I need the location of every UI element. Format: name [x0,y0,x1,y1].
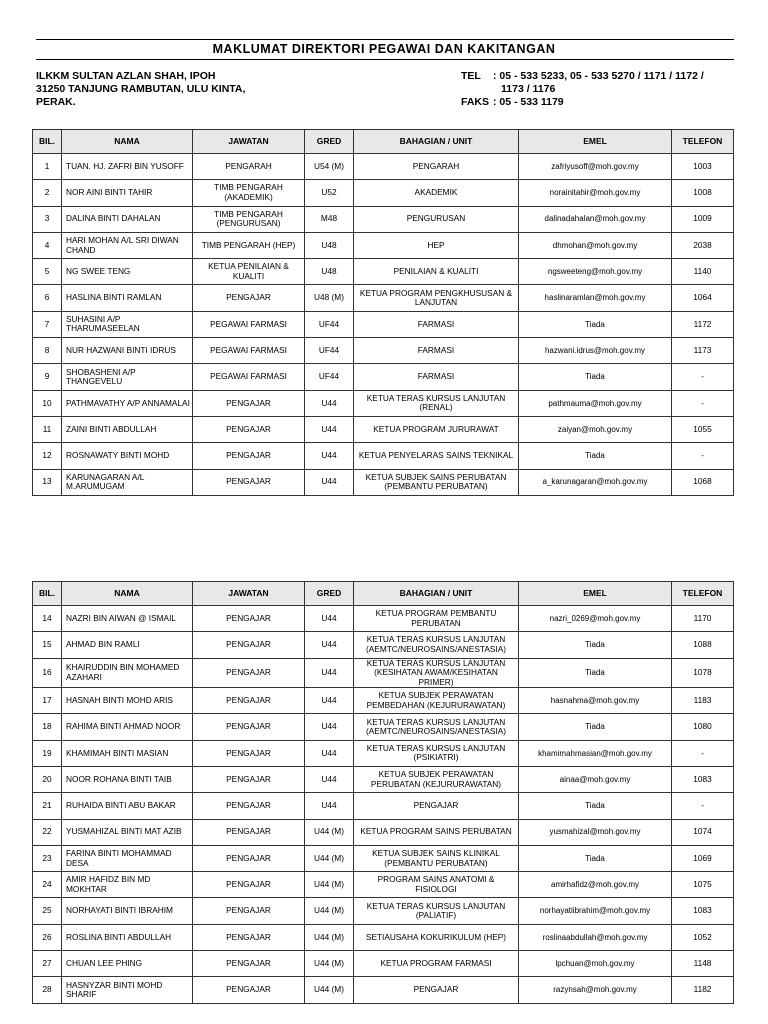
telefon-cell: - [672,793,734,819]
unit-cell: KETUA SUBJEK PERAWATAN PERUBATAN (KEJURURAWATAN) [354,766,519,792]
gred-cell: U44 [305,443,354,469]
emel-cell: razynsah@moh.gov.my [519,977,672,1003]
address-line: PERAK. [36,96,76,108]
nama-cell: AMIR HAFIDZ BIN MD MOKHTAR [62,872,193,898]
jawatan-cell: PEGAWAI FARMASI [193,364,305,390]
jawatan-cell: PENGAJAR [193,793,305,819]
unit-cell: AKADEMIK [354,180,519,206]
emel-cell: yusmahizal@moh.gov.my [519,819,672,845]
gred-cell: U44 [305,390,354,416]
page-title: MAKLUMAT DIREKTORI PEGAWAI DAN KAKITANGAN [212,42,556,56]
header-bil: BIL. [33,130,62,154]
emel-cell: Tiada [519,845,672,871]
emel-cell: dalinadahalan@moh.gov.my [519,206,672,232]
table-row [33,740,734,766]
gred-cell: UF44 [305,338,354,364]
gred-cell: U44 [305,469,354,495]
bil-cell: 27 [33,951,62,977]
table-body [33,154,734,496]
emel-cell: amirhafidz@moh.gov.my [519,872,672,898]
jawatan-cell: PENGAJAR [193,285,305,311]
jawatan-cell: PENGAJAR [193,898,305,924]
nama-cell: YUSMAHIZAL BINTI MAT AZIB [62,819,193,845]
unit-cell: HEP [354,232,519,258]
telefon-cell: 1064 [672,285,734,311]
table-row [33,658,734,688]
emel-cell: Tiada [519,793,672,819]
tel-label: TEL [461,70,481,82]
nama-cell: SHOBASHENI A/P THANGEVELU [62,364,193,390]
telefon-cell: 1170 [672,606,734,632]
table-header-row [33,582,734,606]
emel-cell: ainaa@moh.gov.my [519,766,672,792]
table-row [33,390,734,416]
table-row [33,951,734,977]
telefon-cell: 1083 [672,898,734,924]
telefon-cell: 1182 [672,977,734,1003]
unit-cell: FARMASI [354,338,519,364]
unit-cell: FARMASI [354,364,519,390]
gred-cell: U44 (M) [305,924,354,950]
unit-cell: KETUA PROGRAM SAINS PERUBATAN [354,819,519,845]
header-gred: GRED [305,582,354,606]
nama-cell: NOR AINI BINTI TAHIR [62,180,193,206]
telefon-cell: 1083 [672,766,734,792]
unit-cell: FARMASI [354,311,519,337]
unit-cell: KETUA TERAS KURSUS LANJUTAN (AEMTC/NEUROSAINS/ANESTASIA) [354,714,519,740]
table-row [33,898,734,924]
emel-cell: Tiada [519,311,672,337]
nama-cell: NOOR ROHANA BINTI TAIB [62,766,193,792]
unit-cell: KETUA SUBJEK SAINS KLINIKAL (PEMBANTU PERUBATAN) [354,845,519,871]
table-row [33,688,734,714]
gred-cell: U44 [305,658,354,688]
unit-cell: KETUA TERAS KURSUS LANJUTAN (RENAL) [354,390,519,416]
staff-table-1 [32,129,734,496]
bil-cell: 28 [33,977,62,1003]
bil-cell: 17 [33,688,62,714]
jawatan-cell: PENGAJAR [193,632,305,658]
jawatan-cell: PENGAJAR [193,443,305,469]
header-telefon: TELEFON [672,582,734,606]
nama-cell: ROSLINA BINTI ABDULLAH [62,924,193,950]
staff-table-2 [32,581,734,1004]
table-row [33,793,734,819]
gred-cell: U44 [305,416,354,442]
gred-cell: U48 [305,232,354,258]
emel-cell: haslinaramlan@moh.gov.my [519,285,672,311]
header-nama: NAMA [62,130,193,154]
emel-cell: Tiada [519,632,672,658]
jawatan-cell: PEGAWAI FARMASI [193,338,305,364]
table-row [33,443,734,469]
nama-cell: RUHAIDA BINTI ABU BAKAR [62,793,193,819]
bil-cell: 5 [33,259,62,285]
unit-cell: PENGAJAR [354,977,519,1003]
bil-cell: 26 [33,924,62,950]
table-row [33,606,734,632]
bil-cell: 4 [33,232,62,258]
nama-cell: RAHIMA BINTI AHMAD NOOR [62,714,193,740]
emel-cell: hazwani.idrus@moh.gov.my [519,338,672,364]
header-emel: EMEL [519,582,672,606]
bil-cell: 21 [33,793,62,819]
table-row [33,819,734,845]
gred-cell: U44 (M) [305,977,354,1003]
bil-cell: 25 [33,898,62,924]
unit-cell: KETUA TERAS KURSUS LANJUTAN (KESIHATAN AWAM/KESIHATAN PRIMER) [354,658,519,688]
unit-cell: KETUA TERAS KURSUS LANJUTAN (PSIKIATRI) [354,740,519,766]
table-row [33,766,734,792]
bil-cell: 10 [33,390,62,416]
unit-cell: KETUA PROGRAM PENGKHUSUSAN & LANJUTAN [354,285,519,311]
bil-cell: 1 [33,154,62,180]
telefon-cell: 1055 [672,416,734,442]
gred-cell: U44 [305,606,354,632]
bil-cell: 13 [33,469,62,495]
address-line: 31250 TANJUNG RAMBUTAN, ULU KINTA, [36,83,246,95]
nama-cell: AHMAD BIN RAMLI [62,632,193,658]
bil-cell: 22 [33,819,62,845]
jawatan-cell: PENGAJAR [193,688,305,714]
telefon-cell: 1008 [672,180,734,206]
table-header-row [33,130,734,154]
jawatan-cell: PENGAJAR [193,845,305,871]
gred-cell: U44 [305,688,354,714]
gred-cell: U44 [305,766,354,792]
unit-cell: KETUA TERAS KURSUS LANJUTAN (PALIATIF) [354,898,519,924]
telefon-cell: 1069 [672,845,734,871]
jawatan-cell: PENGAJAR [193,819,305,845]
telefon-cell: - [672,740,734,766]
bil-cell: 19 [33,740,62,766]
title-rule [36,59,734,60]
emel-cell: ngsweeteng@moh.gov.my [519,259,672,285]
gred-cell: M48 [305,206,354,232]
telefon-cell: - [672,390,734,416]
nama-cell: KHAMIMAH BINTI MASIAN [62,740,193,766]
emel-cell: norainitahir@moh.gov.my [519,180,672,206]
header-telefon: TELEFON [672,130,734,154]
bil-cell: 9 [33,364,62,390]
fax-value: : 05 - 533 1179 [493,96,564,108]
bil-cell: 20 [33,766,62,792]
unit-cell: KETUA PENYELARAS SAINS TEKNIKAL [354,443,519,469]
table-row [33,180,734,206]
bil-cell: 16 [33,658,62,688]
header-emel: EMEL [519,130,672,154]
unit-cell: PENILAIAN & KUALITI [354,259,519,285]
jawatan-cell: PENGAJAR [193,469,305,495]
telefon-cell: 1183 [672,688,734,714]
header-jawatan: JAWATAN [193,130,305,154]
telefon-cell: - [672,443,734,469]
jawatan-cell: PENGAJAR [193,416,305,442]
gred-cell: U44 [305,740,354,766]
table-row [33,872,734,898]
bil-cell: 18 [33,714,62,740]
jawatan-cell: PENGARAH [193,154,305,180]
bil-cell: 15 [33,632,62,658]
unit-cell: SETIAUSAHA KOKURIKULUM (HEP) [354,924,519,950]
table-row [33,338,734,364]
gred-cell: U44 (M) [305,845,354,871]
emel-cell: pathmauma@moh.gov.my [519,390,672,416]
emel-cell: lpchuan@moh.gov.my [519,951,672,977]
nama-cell: ROSNAWATY BINTI MOHD [62,443,193,469]
top-rule [36,39,734,40]
jawatan-cell: PENGAJAR [193,924,305,950]
gred-cell: UF44 [305,311,354,337]
emel-cell: Tiada [519,443,672,469]
nama-cell: KHAIRUDDIN BIN MOHAMED AZAHARI [62,658,193,688]
jawatan-cell: PENGAJAR [193,977,305,1003]
emel-cell: zafriyusoff@moh.gov.my [519,154,672,180]
unit-cell: PENGAJAR [354,793,519,819]
emel-cell: khamimahmasian@moh.gov.my [519,740,672,766]
bil-cell: 23 [33,845,62,871]
table-row [33,311,734,337]
unit-cell: PENGARAH [354,154,519,180]
emel-cell: Tiada [519,364,672,390]
telefon-cell: 1068 [672,469,734,495]
nama-cell: NORHAYATI BINTI IBRAHIM [62,898,193,924]
nama-cell: DALINA BINTI DAHALAN [62,206,193,232]
nama-cell: NG SWEE TENG [62,259,193,285]
address-line: ILKKM SULTAN AZLAN SHAH, IPOH [36,70,216,82]
table-row [33,632,734,658]
jawatan-cell: PEGAWAI FARMASI [193,311,305,337]
nama-cell: TUAN. HJ. ZAFRI BIN YUSOFF [62,154,193,180]
nama-cell: HARI MOHAN A/L SRI DIWAN CHAND [62,232,193,258]
table-row [33,206,734,232]
telefon-cell: 2038 [672,232,734,258]
unit-cell: KETUA SUBJEK PERAWATAN PEMBEDAHAN (KEJURURAWATAN) [354,688,519,714]
emel-cell: dhmohan@moh.gov.my [519,232,672,258]
telefon-cell: 1009 [672,206,734,232]
gred-cell: U44 [305,632,354,658]
gred-cell: U52 [305,180,354,206]
fax-label: FAKS [461,96,490,108]
jawatan-cell: PENGAJAR [193,658,305,688]
nama-cell: HASNAH BINTI MOHD ARIS [62,688,193,714]
table-row [33,469,734,495]
emel-cell: roslinaabdullah@moh.gov.my [519,924,672,950]
jawatan-cell: PENGAJAR [193,714,305,740]
emel-cell: norhayatiibrahim@moh.gov.my [519,898,672,924]
header-nama: NAMA [62,582,193,606]
emel-cell: nazri_0269@moh.gov.my [519,606,672,632]
institution-address [36,70,245,109]
table-row [33,714,734,740]
telefon-cell: 1052 [672,924,734,950]
unit-cell: KETUA TERAS KURSUS LANJUTAN (AEMTC/NEUROSAINS/ANESTASIA) [354,632,519,658]
emel-cell: zaiyan@moh.gov.my [519,416,672,442]
gred-cell: U54 (M) [305,154,354,180]
emel-cell: a_karunagaran@moh.gov.my [519,469,672,495]
telefon-cell: - [672,364,734,390]
nama-cell: ZAINI BINTI ABDULLAH [62,416,193,442]
bil-cell: 8 [33,338,62,364]
nama-cell: PATHMAVATHY A/P ANNAMALAI [62,390,193,416]
bil-cell: 3 [33,206,62,232]
table-row [33,416,734,442]
jawatan-cell: TIMB PENGARAH (HEP) [193,232,305,258]
bil-cell: 14 [33,606,62,632]
emel-cell: hasnahma@moh.gov.my [519,688,672,714]
table-body [33,606,734,1004]
nama-cell: NUR HAZWANI BINTI IDRUS [62,338,193,364]
unit-cell: KETUA PROGRAM JURURAWAT [354,416,519,442]
emel-cell: Tiada [519,714,672,740]
unit-cell: PROGRAM SAINS ANATOMI & FISIOLOGI [354,872,519,898]
table-row [33,977,734,1003]
telefon-cell: 1074 [672,819,734,845]
telefon-cell: 1140 [672,259,734,285]
emel-cell: Tiada [519,658,672,688]
telefon-cell: 1172 [672,311,734,337]
bil-cell: 24 [33,872,62,898]
unit-cell: KETUA SUBJEK SAINS PERUBATAN (PEMBANTU PERUBATAN) [354,469,519,495]
nama-cell: HASNYZAR BINTI MOHD SHARIF [62,977,193,1003]
telefon-cell: 1078 [672,658,734,688]
gred-cell: UF44 [305,364,354,390]
gred-cell: U48 (M) [305,285,354,311]
jawatan-cell: PENGAJAR [193,390,305,416]
jawatan-cell: TIMB PENGARAH (AKADEMIK) [193,180,305,206]
telefon-cell: 1080 [672,714,734,740]
bil-cell: 11 [33,416,62,442]
bil-cell: 6 [33,285,62,311]
header-unit: BAHAGIAN / UNIT [354,582,519,606]
jawatan-cell: PENGAJAR [193,951,305,977]
unit-cell: KETUA PROGRAM PEMBANTU PERUBATAN [354,606,519,632]
telefon-cell: 1173 [672,338,734,364]
gred-cell: U44 [305,793,354,819]
jawatan-cell: PENGAJAR [193,872,305,898]
table-row [33,154,734,180]
gred-cell: U44 (M) [305,872,354,898]
telefon-cell: 1003 [672,154,734,180]
nama-cell: CHUAN LEE PHING [62,951,193,977]
table-row [33,285,734,311]
bil-cell: 7 [33,311,62,337]
telefon-cell: 1148 [672,951,734,977]
tel-value-continued: 1173 / 1176 [501,83,556,95]
table-row [33,845,734,871]
gred-cell: U48 [305,259,354,285]
header-bil: BIL. [33,582,62,606]
nama-cell: SUHASINI A/P THARUMASEELAN [62,311,193,337]
telefon-cell: 1088 [672,632,734,658]
table-row [33,364,734,390]
contact-block [461,70,741,109]
nama-cell: KARUNAGARAN A/L M.ARUMUGAM [62,469,193,495]
jawatan-cell: PENGAJAR [193,766,305,792]
header-jawatan: JAWATAN [193,582,305,606]
jawatan-cell: KETUA PENILAIAN & KUALITI [193,259,305,285]
nama-cell: NAZRI BIN AIWAN @ ISMAIL [62,606,193,632]
header-unit: BAHAGIAN / UNIT [354,130,519,154]
gred-cell: U44 [305,714,354,740]
jawatan-cell: PENGAJAR [193,740,305,766]
tel-value: : 05 - 533 5233, 05 - 533 5270 / 1171 / 1172 / [493,70,704,82]
bil-cell: 2 [33,180,62,206]
table-row [33,924,734,950]
table-row [33,259,734,285]
gred-cell: U44 (M) [305,898,354,924]
header-gred: GRED [305,130,354,154]
nama-cell: HASLINA BINTI RAMLAN [62,285,193,311]
telefon-cell: 1075 [672,872,734,898]
table-row [33,232,734,258]
bil-cell: 12 [33,443,62,469]
gred-cell: U44 (M) [305,819,354,845]
nama-cell: FARINA BINTI MOHAMMAD DESA [62,845,193,871]
gred-cell: U44 (M) [305,951,354,977]
jawatan-cell: TIMB PENGARAH (PENGURUSAN) [193,206,305,232]
unit-cell: PENGURUSAN [354,206,519,232]
jawatan-cell: PENGAJAR [193,606,305,632]
unit-cell: KETUA PROGRAM FARMASI [354,951,519,977]
